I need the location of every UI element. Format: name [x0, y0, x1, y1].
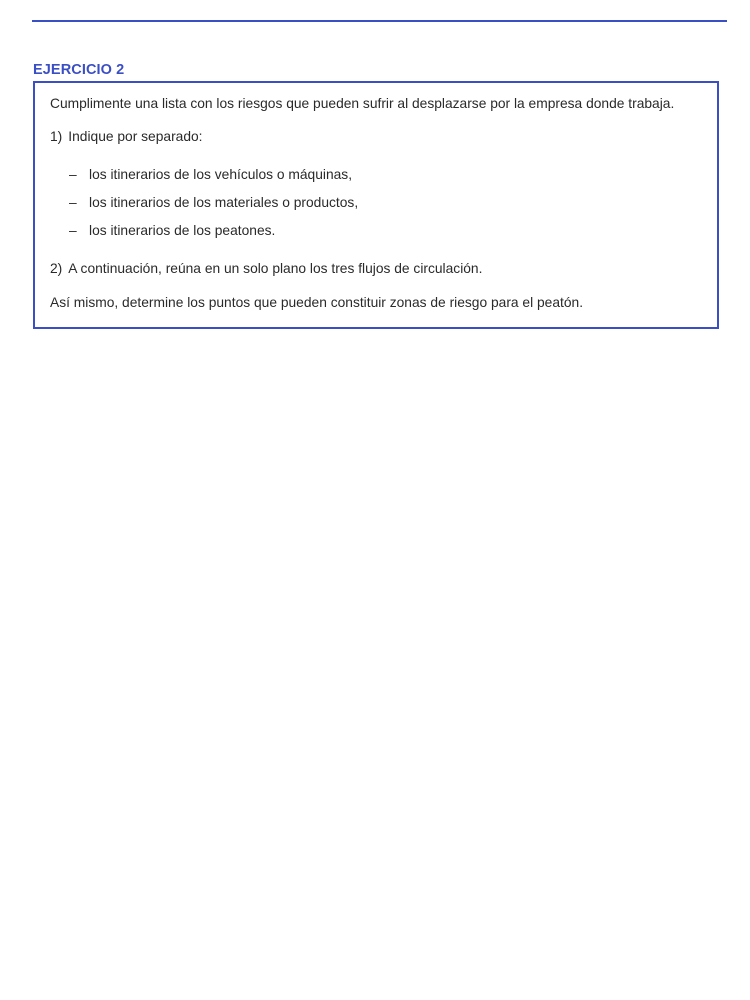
step-2 — [50, 260, 482, 278]
list-item — [69, 194, 358, 222]
step-2-number: 2) — [50, 261, 63, 276]
step-1-number: 1) — [50, 129, 63, 144]
exercise-box — [33, 81, 719, 329]
step-1 — [50, 128, 203, 146]
step-1-text: Indique por separado: — [68, 129, 203, 144]
step-2-text: A continuación, reúna en un solo plano los tres flujos de circulación. — [68, 261, 483, 276]
list-item — [69, 222, 358, 250]
list-item-text: los itinerarios de los vehículos o máquinas, — [89, 167, 353, 182]
header-rule — [32, 20, 727, 22]
bullet-dash: – — [69, 167, 77, 182]
bullet-dash: – — [69, 223, 77, 238]
closing-instruction: Así mismo, determine los puntos que pueden constituir zonas de riesgo para el peatón. — [50, 295, 584, 310]
exercise-title: EJERCICIO 2 — [33, 62, 125, 78]
exercise-intro: Cumplimente una lista con los riesgos que pueden sufrir al desplazarse por la empresa donde trabaja. — [50, 96, 675, 111]
list-item — [69, 166, 358, 194]
list-item-text: los itinerarios de los materiales o productos, — [89, 195, 359, 210]
bullet-dash: – — [69, 195, 77, 210]
list-item-text: los itinerarios de los peatones. — [89, 223, 276, 238]
itinerary-list — [69, 166, 358, 250]
